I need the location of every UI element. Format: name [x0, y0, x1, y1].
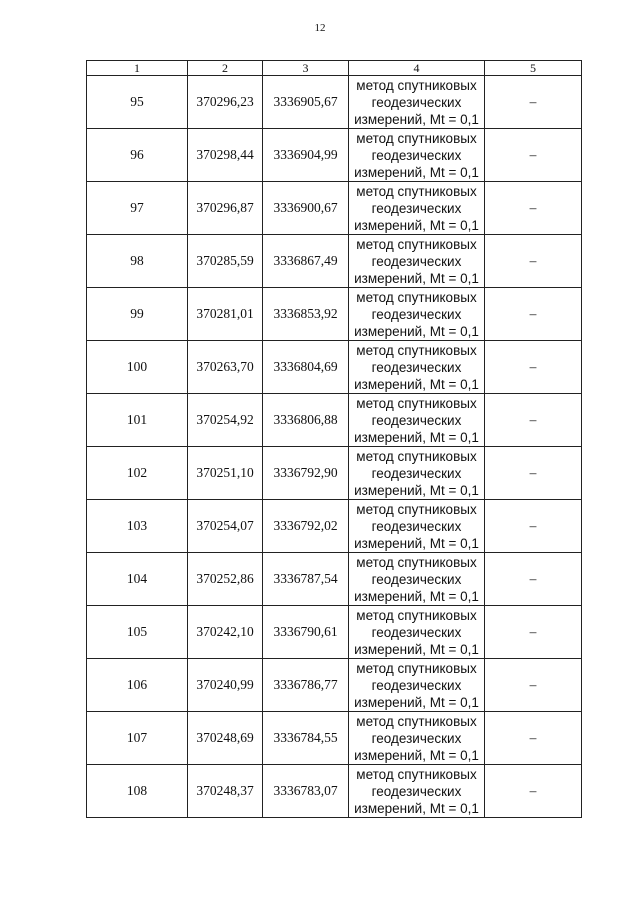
method-cell [349, 606, 485, 659]
point-number-cell: 107 [87, 712, 188, 765]
y-coordinate-cell: 3336790,61 [263, 606, 349, 659]
note-cell: – [485, 394, 582, 447]
point-number-cell: 97 [87, 182, 188, 235]
x-coordinate-cell: 370281,01 [188, 288, 263, 341]
note-cell: – [485, 765, 582, 818]
x-coordinate-cell: 370263,70 [188, 341, 263, 394]
note-cell: – [485, 447, 582, 500]
note-cell: – [485, 235, 582, 288]
y-coordinate-cell: 3336804,69 [263, 341, 349, 394]
x-coordinate-cell: 370254,92 [188, 394, 263, 447]
note-cell: – [485, 500, 582, 553]
method-cell [349, 182, 485, 235]
method-line: геодезических [371, 624, 462, 640]
method-cell [349, 500, 485, 553]
method-line: геодезических [371, 571, 462, 587]
method-cell [349, 341, 485, 394]
x-coordinate-cell: 370285,59 [188, 235, 263, 288]
point-number-cell: 99 [87, 288, 188, 341]
method-line: измерений, Mt = 0,1 [354, 482, 479, 498]
method-line: геодезических [371, 306, 462, 322]
method-line: метод спутниковых [356, 554, 477, 570]
table-row [87, 341, 582, 394]
y-coordinate-cell: 3336792,90 [263, 447, 349, 500]
y-coordinate-cell: 3336787,54 [263, 553, 349, 606]
point-number-cell: 102 [87, 447, 188, 500]
method-line: метод спутниковых [356, 660, 477, 676]
method-cell [349, 659, 485, 712]
method-line: измерений, Mt = 0,1 [354, 588, 479, 604]
method-line: метод спутниковых [356, 236, 477, 252]
method-line: измерений, Mt = 0,1 [354, 694, 479, 710]
point-number-cell: 96 [87, 129, 188, 182]
table-header [87, 61, 582, 76]
note-cell: – [485, 129, 582, 182]
method-line: геодезических [371, 783, 462, 799]
header-row [87, 61, 582, 76]
y-coordinate-cell: 3336783,07 [263, 765, 349, 818]
note-cell: – [485, 182, 582, 235]
method-line: геодезических [371, 253, 462, 269]
method-cell [349, 553, 485, 606]
note-cell: – [485, 712, 582, 765]
method-line: метод спутниковых [356, 607, 477, 623]
column-header-5: 5 [485, 61, 582, 76]
x-coordinate-cell: 370248,69 [188, 712, 263, 765]
method-line: измерений, Mt = 0,1 [354, 535, 479, 551]
table-row [87, 606, 582, 659]
x-coordinate-cell: 370248,37 [188, 765, 263, 818]
x-coordinate-cell: 370254,07 [188, 500, 263, 553]
method-line: измерений, Mt = 0,1 [354, 800, 479, 816]
note-cell: – [485, 659, 582, 712]
table-row [87, 394, 582, 447]
column-header-3: 3 [263, 61, 349, 76]
method-cell [349, 76, 485, 129]
point-number-cell: 100 [87, 341, 188, 394]
point-number-cell: 103 [87, 500, 188, 553]
table-body [87, 76, 582, 818]
method-line: метод спутниковых [356, 395, 477, 411]
y-coordinate-cell: 3336806,88 [263, 394, 349, 447]
method-line: метод спутниковых [356, 766, 477, 782]
table-row [87, 129, 582, 182]
table-row [87, 288, 582, 341]
method-line: измерений, Mt = 0,1 [354, 270, 479, 286]
method-cell [349, 712, 485, 765]
method-line: метод спутниковых [356, 77, 477, 93]
method-line: геодезических [371, 465, 462, 481]
table-row [87, 500, 582, 553]
point-number-cell: 98 [87, 235, 188, 288]
method-cell [349, 765, 485, 818]
note-cell: – [485, 341, 582, 394]
method-line: метод спутниковых [356, 713, 477, 729]
method-line: измерений, Mt = 0,1 [354, 217, 479, 233]
page-number: 12 [314, 22, 326, 34]
method-line: измерений, Mt = 0,1 [354, 747, 479, 763]
table-row [87, 659, 582, 712]
method-line: геодезических [371, 147, 462, 163]
coordinates-table [86, 60, 582, 818]
x-coordinate-cell: 370296,23 [188, 76, 263, 129]
table-row [87, 235, 582, 288]
y-coordinate-cell: 3336867,49 [263, 235, 349, 288]
column-header-4: 4 [349, 61, 485, 76]
table-row [87, 712, 582, 765]
x-coordinate-cell: 370240,99 [188, 659, 263, 712]
note-cell: – [485, 76, 582, 129]
column-header-1: 1 [87, 61, 188, 76]
x-coordinate-cell: 370252,86 [188, 553, 263, 606]
x-coordinate-cell: 370298,44 [188, 129, 263, 182]
y-coordinate-cell: 3336905,67 [263, 76, 349, 129]
x-coordinate-cell: 370242,10 [188, 606, 263, 659]
method-line: геодезических [371, 94, 462, 110]
column-header-2: 2 [188, 61, 263, 76]
point-number-cell: 95 [87, 76, 188, 129]
method-line: измерений, Mt = 0,1 [354, 641, 479, 657]
y-coordinate-cell: 3336853,92 [263, 288, 349, 341]
method-line: метод спутниковых [356, 501, 477, 517]
method-line: геодезических [371, 677, 462, 693]
note-cell: – [485, 288, 582, 341]
method-line: измерений, Mt = 0,1 [354, 376, 479, 392]
method-cell [349, 447, 485, 500]
method-cell [349, 129, 485, 182]
method-line: геодезических [371, 412, 462, 428]
point-number-cell: 104 [87, 553, 188, 606]
method-cell [349, 235, 485, 288]
x-coordinate-cell: 370296,87 [188, 182, 263, 235]
method-cell [349, 394, 485, 447]
y-coordinate-cell: 3336786,77 [263, 659, 349, 712]
method-line: метод спутниковых [356, 183, 477, 199]
method-line: геодезических [371, 518, 462, 534]
point-number-cell: 105 [87, 606, 188, 659]
method-line: измерений, Mt = 0,1 [354, 164, 479, 180]
method-cell [349, 288, 485, 341]
note-cell: – [485, 553, 582, 606]
table-row [87, 76, 582, 129]
table-row [87, 553, 582, 606]
method-line: метод спутниковых [356, 289, 477, 305]
method-line: геодезических [371, 359, 462, 375]
table-row [87, 765, 582, 818]
point-number-cell: 108 [87, 765, 188, 818]
method-line: геодезических [371, 200, 462, 216]
y-coordinate-cell: 3336900,67 [263, 182, 349, 235]
point-number-cell: 101 [87, 394, 188, 447]
method-line: метод спутниковых [356, 130, 477, 146]
y-coordinate-cell: 3336792,02 [263, 500, 349, 553]
method-line: геодезических [371, 730, 462, 746]
method-line: измерений, Mt = 0,1 [354, 429, 479, 445]
point-number-cell: 106 [87, 659, 188, 712]
y-coordinate-cell: 3336904,99 [263, 129, 349, 182]
method-line: измерений, Mt = 0,1 [354, 111, 479, 127]
x-coordinate-cell: 370251,10 [188, 447, 263, 500]
method-line: метод спутниковых [356, 342, 477, 358]
y-coordinate-cell: 3336784,55 [263, 712, 349, 765]
note-cell: – [485, 606, 582, 659]
table-row [87, 182, 582, 235]
method-line: измерений, Mt = 0,1 [354, 323, 479, 339]
method-line: метод спутниковых [356, 448, 477, 464]
table-row [87, 447, 582, 500]
